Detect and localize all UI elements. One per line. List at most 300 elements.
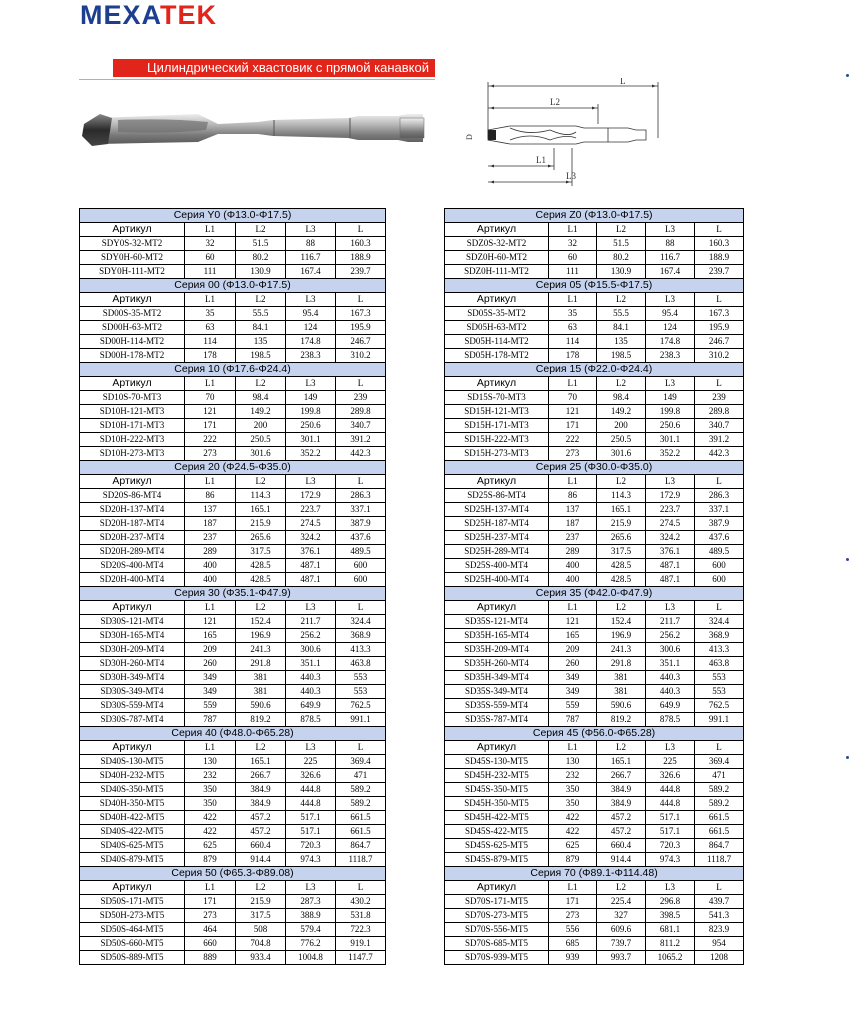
dimension-cell: 661.5 — [695, 825, 744, 839]
article-cell: SD20H-187-MT4 — [80, 517, 185, 531]
dimension-cell: 273 — [549, 909, 597, 923]
dimension-cell: 660.4 — [597, 839, 646, 853]
column-header-row — [80, 293, 386, 307]
dimension-cell: 188.9 — [695, 251, 744, 265]
column-header-l3: L3 — [646, 475, 695, 489]
article-cell: SD15S-70-MT3 — [445, 391, 549, 405]
column-header-l1: L1 — [185, 881, 236, 895]
dimension-cell: 579.4 — [286, 923, 336, 937]
column-header-l3: L3 — [286, 741, 336, 755]
column-header-l: L — [695, 377, 744, 391]
column-header-l1: L1 — [185, 741, 236, 755]
dimension-cell: 256.2 — [646, 629, 695, 643]
table-row — [445, 251, 744, 265]
article-cell: SD40S-879-MT5 — [80, 853, 185, 867]
dimension-cell: 349 — [549, 685, 597, 699]
article-cell: SD25H-289-MT4 — [445, 545, 549, 559]
article-cell: SD30S-349-MT4 — [80, 685, 185, 699]
series-title: Серия 30 (Φ35.1-Φ47.9) — [80, 587, 386, 601]
dimension-cell: 384.9 — [597, 797, 646, 811]
dimension-cell: 266.7 — [236, 769, 286, 783]
dimension-cell: 326.6 — [646, 769, 695, 783]
dimension-cell: 232 — [549, 769, 597, 783]
table-row — [80, 447, 386, 461]
dimension-cell: 933.4 — [236, 951, 286, 965]
dimension-cell: 324.2 — [646, 531, 695, 545]
dimension-cell: 260 — [185, 657, 236, 671]
column-header-l: L — [336, 475, 386, 489]
dimension-cell: 819.2 — [236, 713, 286, 727]
article-cell: SDY0H-111-MT2 — [80, 265, 185, 279]
dimension-cell: 265.6 — [236, 531, 286, 545]
dim-l2-label: L2 — [550, 97, 560, 107]
dimension-cell: 327 — [597, 909, 646, 923]
column-header-l1: L1 — [185, 475, 236, 489]
dimension-cell: 974.3 — [646, 853, 695, 867]
dimension-cell: 55.5 — [597, 307, 646, 321]
dimension-cell: 463.8 — [336, 657, 386, 671]
column-header-l3: L3 — [286, 223, 336, 237]
article-cell: SD20H-137-MT4 — [80, 503, 185, 517]
table-row — [445, 951, 744, 965]
dimension-cell: 124 — [646, 321, 695, 335]
article-cell: SD40S-422-MT5 — [80, 825, 185, 839]
dimension-cell: 35 — [549, 307, 597, 321]
article-cell: SD45S-350-MT5 — [445, 783, 549, 797]
dimension-cell: 171 — [549, 895, 597, 909]
table-row — [80, 335, 386, 349]
dimension-cell: 174.8 — [646, 335, 695, 349]
column-header-row — [445, 881, 744, 895]
column-header-l: L — [336, 377, 386, 391]
dimension-cell: 589.2 — [336, 783, 386, 797]
column-header-l2: L2 — [236, 881, 286, 895]
column-header-article: Артикул — [445, 293, 549, 307]
article-cell: SD25H-400-MT4 — [445, 573, 549, 587]
dimension-cell: 444.8 — [646, 797, 695, 811]
dimension-cell: 350 — [549, 783, 597, 797]
table-row — [80, 629, 386, 643]
dimension-cell: 517.1 — [286, 825, 336, 839]
table-row — [80, 405, 386, 419]
table-row — [445, 531, 744, 545]
dimension-cell: 722.3 — [336, 923, 386, 937]
table-row — [80, 517, 386, 531]
dimension-cell: 310.2 — [695, 349, 744, 363]
column-header-l1: L1 — [549, 223, 597, 237]
dimension-cell: 590.6 — [597, 699, 646, 713]
table-row — [445, 811, 744, 825]
dimension-cell: 149 — [646, 391, 695, 405]
column-header-l2: L2 — [597, 741, 646, 755]
dimension-cell: 553 — [695, 685, 744, 699]
column-header-row — [80, 377, 386, 391]
column-header-l: L — [695, 601, 744, 615]
dimension-cell: 471 — [695, 769, 744, 783]
dimension-cell: 199.8 — [286, 405, 336, 419]
dimension-cell: 215.9 — [236, 517, 286, 531]
dimension-cell: 256.2 — [286, 629, 336, 643]
dimension-cell: 165.1 — [236, 503, 286, 517]
dimension-cell: 349 — [185, 685, 236, 699]
dimension-cell: 720.3 — [646, 839, 695, 853]
article-cell: SD10H-171-MT3 — [80, 419, 185, 433]
dimension-cell: 310.2 — [336, 349, 386, 363]
dimension-cell: 609.6 — [597, 923, 646, 937]
column-header-article: Артикул — [445, 223, 549, 237]
dimension-cell: 649.9 — [286, 699, 336, 713]
dimension-cell: 439.7 — [695, 895, 744, 909]
dimension-cell: 188.9 — [336, 251, 386, 265]
article-cell: SD10H-222-MT3 — [80, 433, 185, 447]
column-header-l3: L3 — [646, 601, 695, 615]
dim-l-label: L — [620, 78, 626, 86]
article-cell: SD45H-350-MT5 — [445, 797, 549, 811]
dimension-cell: 398.5 — [646, 909, 695, 923]
article-cell: SDZ0H-111-MT2 — [445, 265, 549, 279]
series-title: Серия 25 (Φ30.0-Φ35.0) — [445, 461, 744, 475]
table-row — [445, 685, 744, 699]
dimension-cell: 762.5 — [336, 699, 386, 713]
dimension-cell: 437.6 — [695, 531, 744, 545]
table-row — [80, 923, 386, 937]
dimension-cell: 400 — [185, 573, 236, 587]
dimension-cell: 324.4 — [336, 615, 386, 629]
dimension-cell: 199.8 — [646, 405, 695, 419]
dim-d-label: D — [465, 134, 474, 140]
dimension-cell: 553 — [336, 671, 386, 685]
dimension-cell: 471 — [336, 769, 386, 783]
series-title: Серия 20 (Φ24.5-Φ35.0) — [80, 461, 386, 475]
dimension-cell: 541.3 — [695, 909, 744, 923]
dimension-cell: 428.5 — [597, 573, 646, 587]
column-header-l: L — [336, 741, 386, 755]
column-header-l2: L2 — [597, 223, 646, 237]
table-row — [445, 853, 744, 867]
dimension-cell: 135 — [597, 335, 646, 349]
dimension-cell: 135 — [236, 335, 286, 349]
dimension-cell: 152.4 — [597, 615, 646, 629]
dimension-cell: 114 — [185, 335, 236, 349]
dimension-cell: 464 — [185, 923, 236, 937]
dimension-cell: 238.3 — [286, 349, 336, 363]
dimension-cell: 993.7 — [597, 951, 646, 965]
dimension-cell: 991.1 — [695, 713, 744, 727]
dimension-cell: 440.3 — [646, 671, 695, 685]
column-header-article: Артикул — [80, 601, 185, 615]
table-row — [445, 237, 744, 251]
dimension-cell: 160.3 — [695, 237, 744, 251]
dimension-cell: 400 — [549, 573, 597, 587]
dimension-cell: 160.3 — [336, 237, 386, 251]
dimension-cell: 352.2 — [286, 447, 336, 461]
column-header-l: L — [336, 601, 386, 615]
section-banner: Цилиндрический хвастовик с прямой канавкой — [113, 59, 435, 77]
article-cell: SD10H-121-MT3 — [80, 405, 185, 419]
dimension-cell: 440.3 — [646, 685, 695, 699]
column-header-l1: L1 — [549, 741, 597, 755]
table-row — [80, 391, 386, 405]
table-row — [445, 545, 744, 559]
dimension-cell: 787 — [185, 713, 236, 727]
dimension-cell: 171 — [185, 895, 236, 909]
dimension-cell: 349 — [185, 671, 236, 685]
column-header-l3: L3 — [646, 741, 695, 755]
article-cell: SD20H-237-MT4 — [80, 531, 185, 545]
dimension-cell: 55.5 — [236, 307, 286, 321]
dimension-cell: 879 — [185, 853, 236, 867]
dimension-cell: 211.7 — [286, 615, 336, 629]
column-header-row — [80, 601, 386, 615]
table-row — [80, 937, 386, 951]
dimension-cell: 889 — [185, 951, 236, 965]
dimension-cell: 324.2 — [286, 531, 336, 545]
column-header-article: Артикул — [445, 601, 549, 615]
dimension-cell: 239.7 — [695, 265, 744, 279]
dimension-cell: 317.5 — [597, 545, 646, 559]
dimension-cell: 137 — [185, 503, 236, 517]
article-cell: SD70S-171-MT5 — [445, 895, 549, 909]
article-cell: SD25H-237-MT4 — [445, 531, 549, 545]
table-row — [80, 489, 386, 503]
article-cell: SD50H-273-MT5 — [80, 909, 185, 923]
dimension-cell: 381 — [236, 685, 286, 699]
table-row — [445, 335, 744, 349]
dim-l1-label: L1 — [536, 155, 546, 165]
dimension-cell: 200 — [236, 419, 286, 433]
dimension-cell: 489.5 — [695, 545, 744, 559]
article-cell: SD35H-349-MT4 — [445, 671, 549, 685]
column-header-l2: L2 — [597, 601, 646, 615]
dimension-cell: 428.5 — [236, 559, 286, 573]
dimension-cell: 301.6 — [236, 447, 286, 461]
column-header-row — [80, 741, 386, 755]
table-row — [445, 839, 744, 853]
dimension-cell: 517.1 — [646, 825, 695, 839]
dimension-cell: 387.9 — [695, 517, 744, 531]
dimension-cell: 250.6 — [286, 419, 336, 433]
dimension-cell: 400 — [185, 559, 236, 573]
article-cell: SDZ0S-32-MT2 — [445, 237, 549, 251]
dimension-cell: 1118.7 — [695, 853, 744, 867]
series-title: Серия 35 (Φ42.0-Φ47.9) — [445, 587, 744, 601]
column-header-l1: L1 — [185, 601, 236, 615]
dimension-cell: 300.6 — [286, 643, 336, 657]
dimension-cell: 223.7 — [286, 503, 336, 517]
dimension-cell: 187 — [549, 517, 597, 531]
table-row — [445, 573, 744, 587]
table-row — [445, 503, 744, 517]
dimension-cell: 337.1 — [336, 503, 386, 517]
dimension-cell: 878.5 — [646, 713, 695, 727]
dimension-cell: 116.7 — [286, 251, 336, 265]
article-cell: SD30S-559-MT4 — [80, 699, 185, 713]
dimension-cell: 289.8 — [695, 405, 744, 419]
dimension-cell: 137 — [549, 503, 597, 517]
banner-divider — [79, 79, 435, 80]
dimension-cell: 165.1 — [597, 755, 646, 769]
dimension-cell: 413.3 — [695, 643, 744, 657]
column-header-article: Артикул — [445, 741, 549, 755]
dimension-cell: 130 — [185, 755, 236, 769]
article-cell: SD30H-209-MT4 — [80, 643, 185, 657]
series-header-row — [445, 727, 744, 741]
dimension-cell: 225 — [646, 755, 695, 769]
column-header-l: L — [336, 293, 386, 307]
dimension-cell: 225 — [286, 755, 336, 769]
drill-photo — [78, 100, 438, 162]
dimension-cell: 198.5 — [597, 349, 646, 363]
dimension-cell: 508 — [236, 923, 286, 937]
table-row — [445, 643, 744, 657]
article-cell: SD45S-625-MT5 — [445, 839, 549, 853]
dimension-cell: 351.1 — [646, 657, 695, 671]
dimension-cell: 84.1 — [236, 321, 286, 335]
article-cell: SD35S-787-MT4 — [445, 713, 549, 727]
dimension-cell: 241.3 — [597, 643, 646, 657]
dimension-cell: 1065.2 — [646, 951, 695, 965]
article-cell: SD15H-121-MT3 — [445, 405, 549, 419]
series-header-row — [80, 209, 386, 223]
dimension-cell: 266.7 — [597, 769, 646, 783]
dimension-cell: 823.9 — [695, 923, 744, 937]
column-header-l1: L1 — [549, 475, 597, 489]
dimension-cell: 114 — [549, 335, 597, 349]
dimension-cell: 291.8 — [597, 657, 646, 671]
dimension-cell: 149.2 — [236, 405, 286, 419]
dimension-cell: 442.3 — [695, 447, 744, 461]
table-row — [445, 489, 744, 503]
dimension-cell: 600 — [695, 573, 744, 587]
article-cell: SD05S-35-MT2 — [445, 307, 549, 321]
dimension-cell: 422 — [549, 811, 597, 825]
dimension-cell: 70 — [185, 391, 236, 405]
dimension-cell: 215.9 — [236, 895, 286, 909]
dimension-cell: 291.8 — [236, 657, 286, 671]
column-header-l3: L3 — [286, 601, 336, 615]
dimension-cell: 625 — [185, 839, 236, 853]
column-header-row — [445, 377, 744, 391]
column-header-l3: L3 — [646, 293, 695, 307]
dimension-cell: 400 — [549, 559, 597, 573]
column-header-l1: L1 — [549, 377, 597, 391]
article-cell: SD05H-63-MT2 — [445, 321, 549, 335]
dimension-cell: 215.9 — [597, 517, 646, 531]
dimension-cell: 287.3 — [286, 895, 336, 909]
dimension-cell: 369.4 — [695, 755, 744, 769]
article-cell: SDY0H-60-MT2 — [80, 251, 185, 265]
column-header-row — [80, 475, 386, 489]
dimension-cell: 324.4 — [695, 615, 744, 629]
table-row — [445, 783, 744, 797]
dimension-cell: 991.1 — [336, 713, 386, 727]
column-header-l1: L1 — [549, 293, 597, 307]
dimension-cell: 384.9 — [236, 797, 286, 811]
dimension-cell: 178 — [185, 349, 236, 363]
table-row — [80, 895, 386, 909]
dimension-cell: 273 — [185, 447, 236, 461]
dimension-cell: 171 — [549, 419, 597, 433]
article-cell: SD25S-400-MT4 — [445, 559, 549, 573]
dimension-cell: 487.1 — [646, 559, 695, 573]
dimension-cell: 1118.7 — [336, 853, 386, 867]
series-header-row — [80, 727, 386, 741]
article-cell: SD70S-556-MT5 — [445, 923, 549, 937]
article-cell: SD35H-165-MT4 — [445, 629, 549, 643]
dimension-cell: 487.1 — [286, 573, 336, 587]
column-header-row — [80, 223, 386, 237]
dimension-cell: 289 — [185, 545, 236, 559]
dimension-cell: 914.4 — [597, 853, 646, 867]
dimension-cell: 1004.8 — [286, 951, 336, 965]
article-cell: SD40S-350-MT5 — [80, 783, 185, 797]
page-edge-marker — [846, 74, 849, 77]
dimension-cell: 487.1 — [286, 559, 336, 573]
article-cell: SD20S-86-MT4 — [80, 489, 185, 503]
column-header-l: L — [695, 741, 744, 755]
dimension-cell: 165.1 — [597, 503, 646, 517]
dimension-cell: 440.3 — [286, 685, 336, 699]
column-header-l: L — [336, 881, 386, 895]
dimension-cell: 250.6 — [646, 419, 695, 433]
column-header-l2: L2 — [236, 377, 286, 391]
dimension-cell: 246.7 — [695, 335, 744, 349]
column-header-l: L — [336, 223, 386, 237]
column-header-l1: L1 — [185, 377, 236, 391]
dimension-cell: 649.9 — [646, 699, 695, 713]
article-cell: SD10H-273-MT3 — [80, 447, 185, 461]
table-row — [80, 783, 386, 797]
dimension-cell: 95.4 — [286, 307, 336, 321]
dimension-cell: 954 — [695, 937, 744, 951]
column-header-article: Артикул — [80, 475, 185, 489]
dim-l3-label: L3 — [566, 171, 576, 181]
dimension-cell: 211.7 — [646, 615, 695, 629]
dimension-cell: 301.1 — [286, 433, 336, 447]
dimension-cell: 80.2 — [236, 251, 286, 265]
dimension-cell: 428.5 — [597, 559, 646, 573]
table-row — [80, 433, 386, 447]
dimension-cell: 442.3 — [336, 447, 386, 461]
table-row — [80, 251, 386, 265]
column-header-l2: L2 — [597, 475, 646, 489]
dimension-cell: 384.9 — [236, 783, 286, 797]
series-header-row — [80, 867, 386, 881]
dimension-cell: 167.3 — [336, 307, 386, 321]
dimension-cell: 879 — [549, 853, 597, 867]
article-cell: SDY0S-32-MT2 — [80, 237, 185, 251]
dimension-cell: 111 — [185, 265, 236, 279]
dimension-cell: 368.9 — [336, 629, 386, 643]
article-cell: SD40H-232-MT5 — [80, 769, 185, 783]
dimension-cell: 198.5 — [236, 349, 286, 363]
column-header-article: Артикул — [80, 377, 185, 391]
dimension-cell: 289.8 — [336, 405, 386, 419]
table-row — [80, 713, 386, 727]
dimension-cell: 121 — [185, 405, 236, 419]
dimension-cell: 776.2 — [286, 937, 336, 951]
table-row — [445, 559, 744, 573]
series-title: Серия 15 (Φ22.0-Φ24.4) — [445, 363, 744, 377]
table-row — [80, 699, 386, 713]
spec-table-right — [444, 208, 744, 965]
column-header-l1: L1 — [549, 881, 597, 895]
dimension-cell: 660 — [185, 937, 236, 951]
table-row — [80, 419, 386, 433]
table-row — [80, 237, 386, 251]
dimension-cell: 172.9 — [286, 489, 336, 503]
table-row — [80, 755, 386, 769]
